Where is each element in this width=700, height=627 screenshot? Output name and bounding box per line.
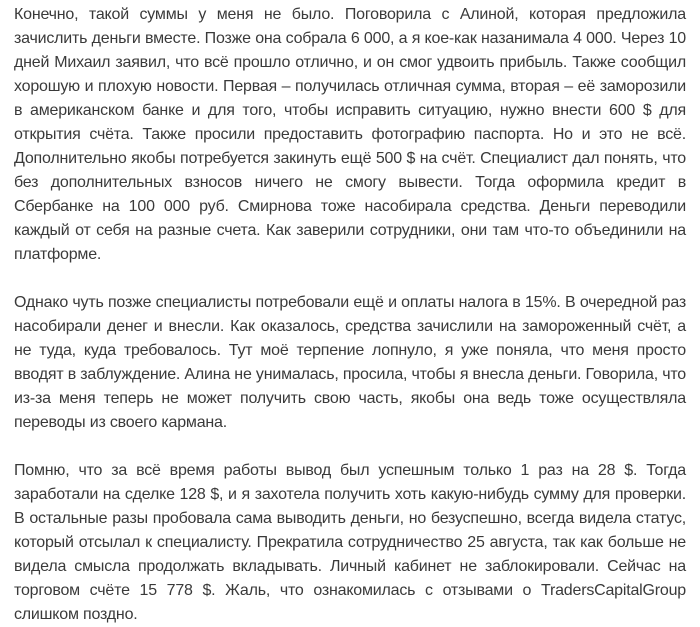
paragraph-3: Помню, что за всё время работы вывод был успешным только 1 раз на 28 $. Тогда заработали на сделке 128 $, и я захотела получить хоть какую-нибудь сумму для проверки. В остальные разы пробовала сама выводить деньги, но безуспешно, всегда видела статус, который отсылал к специалисту. Прекратила сотрудничество 25 августа, так как больше не видела смысла продолжать вкладывать. Личный кабинет не заблокировали. Сейчас на торговом счёте 15 778 $. Жаль, что ознакомилась с отзывами о TradersCapitalGroup слишком поздно.: [14, 462, 686, 623]
paragraph-2: Однако чуть позже специалисты потребовали ещё и оплаты налога в 15%. В очередной раз насобирали денег и внесли. Как оказалось, средства зачислили на замороженный счёт, а не туда, куда требовалось. Тут моё терпение лопнуло, я уже поняла, что меня просто вводят в заблуждение. Алина не унималась, просила, чтобы я внесла деньги. Говорила, что из-за меня теперь не может получить свою часть, якобы она ведь тоже осуществляла переводы из своего кармана.: [14, 294, 686, 431]
article-body: [14, 3, 686, 627]
paragraph-1: Конечно, такой суммы у меня не было. Поговорила с Алиной, которая предложила зачислить деньги вместе. Позже она собрала 6 000, а я кое-как назанимала 4 000. Через 10 дней Михаил заявил, что всё прошло отлично, и он смог удвоить прибыль. Также сообщил хорошую и плохую новости. Первая – получилась отличная сумма, вторая – её заморозили в американском банке и для того, чтобы исправить ситуацию, нужно внести 600 $ для открытия счёта. Также просили предоставить фотографию паспорта. Но и это не всё. Дополнительно якобы потребуется закинуть ещё 500 $ на счёт. Специалист дал понять, что без дополнительных взносов ничего не смогу вывести. Тогда оформила кредит в Сбербанке на 100 000 руб. Смирнова тоже насобирала средства. Деньги переводили каждый от себя на разные счета. Как заверили сотрудники, они там что-то объединили на платформе.: [14, 6, 686, 263]
